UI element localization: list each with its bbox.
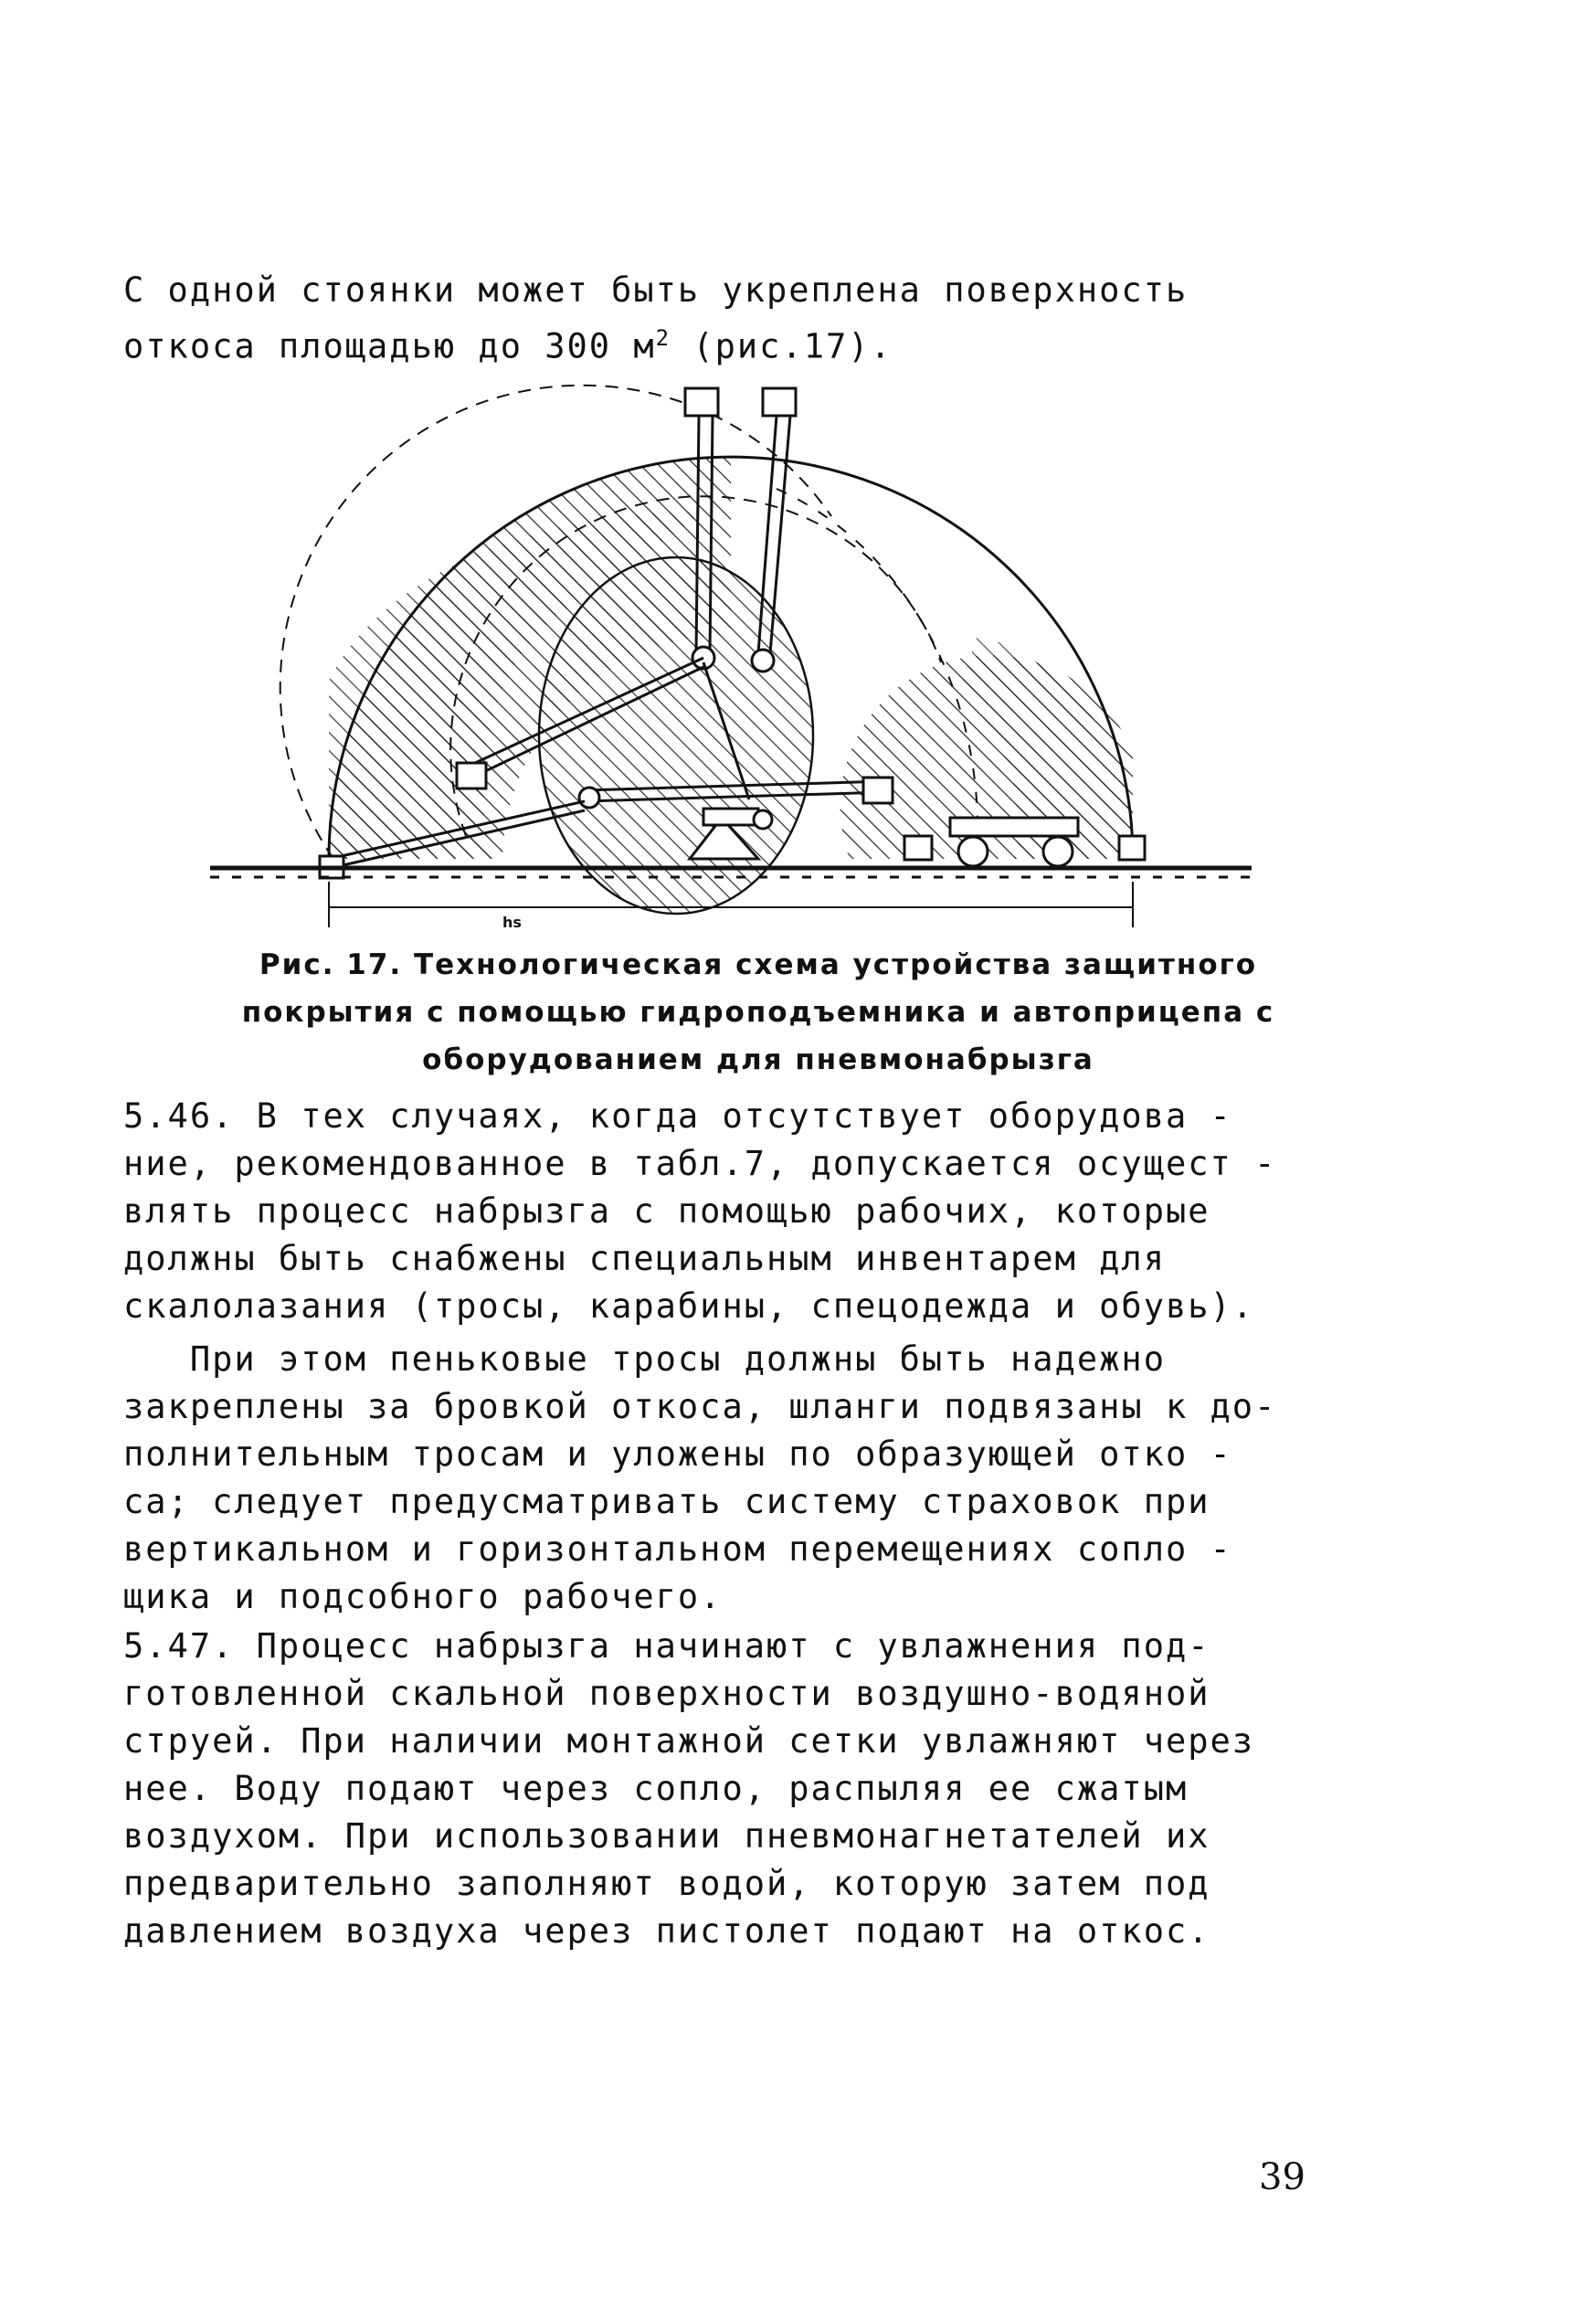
paragraph-line: давлением воздуха через пистолет подают на откос.	[123, 1911, 1210, 1951]
intro-line-2-suffix: (рис.17).	[671, 326, 893, 366]
paragraph-line: струей. При наличии монтажной сетки увлажняют через	[123, 1721, 1255, 1761]
paragraph-line: полнительным тросам и уложены по образующей отко -	[123, 1434, 1232, 1474]
paragraph-5-47	[123, 1623, 1254, 1955]
paragraph-line: 5.47. Процесс набрызга начинают с увлажнения под-	[123, 1626, 1210, 1666]
paragraph-ropes	[123, 1336, 1276, 1621]
figure-caption-line-3: оборудованием для пневмонабрызга	[422, 1043, 1094, 1076]
paragraph-line: 5.46. В тех случаях, когда отсутствует оборудова -	[123, 1096, 1232, 1136]
intro-line-1: С одной стоянки может быть укреплена поверхность	[123, 270, 1189, 310]
paragraph-line: ние, рекомендованное в табл.7, допускается осущест -	[123, 1144, 1277, 1183]
figure-caption-line-2: покрытия с помощью гидроподъемника и автоприцепа с	[241, 996, 1275, 1029]
paragraph-line: вертикальном и горизонтальном перемещениях сопло -	[123, 1529, 1232, 1569]
paragraph-line: щика и подсобного рабочего.	[123, 1577, 723, 1616]
paragraph-line: са; следует предусматривать систему страховок при	[123, 1482, 1210, 1521]
paragraph-line: должны быть снабжены специальным инвентарем для	[123, 1239, 1166, 1278]
paragraph-line: закреплены за бровкой откоса, шланги подвязаны к до-	[123, 1387, 1277, 1426]
paragraph-line: нее. Воду подают через сопло, распыляя ее сжатым	[123, 1769, 1189, 1808]
intro-line-2-superscript: 2	[655, 325, 671, 351]
intro-line-2-text: откоса площадью до 300 м	[123, 326, 656, 366]
figure-17-diagram	[192, 361, 1270, 937]
dimension-label: hs	[502, 914, 522, 931]
paragraph-5-46	[123, 1093, 1276, 1330]
paragraph-line: скалолазания (тросы, карабины, спецодежда и обувь).	[123, 1286, 1255, 1326]
paragraph-line: воздухом. При использовании пневмонагнетателей их	[123, 1816, 1210, 1856]
paragraph-line: При этом пеньковые тросы должны быть надежно	[123, 1339, 1166, 1379]
figure-caption-line-1: Рис. 17. Технологическая схема устройства защитного	[259, 948, 1258, 981]
paragraph-line: готовленной скальной поверхности воздушно-водяной	[123, 1674, 1210, 1713]
page-number: 39	[1259, 2156, 1305, 2198]
paragraph-line: предварительно заполняют водой, которую затем под	[123, 1864, 1210, 1903]
paragraph-line: влять процесс набрызга с помощью рабочих, которые	[123, 1191, 1210, 1231]
